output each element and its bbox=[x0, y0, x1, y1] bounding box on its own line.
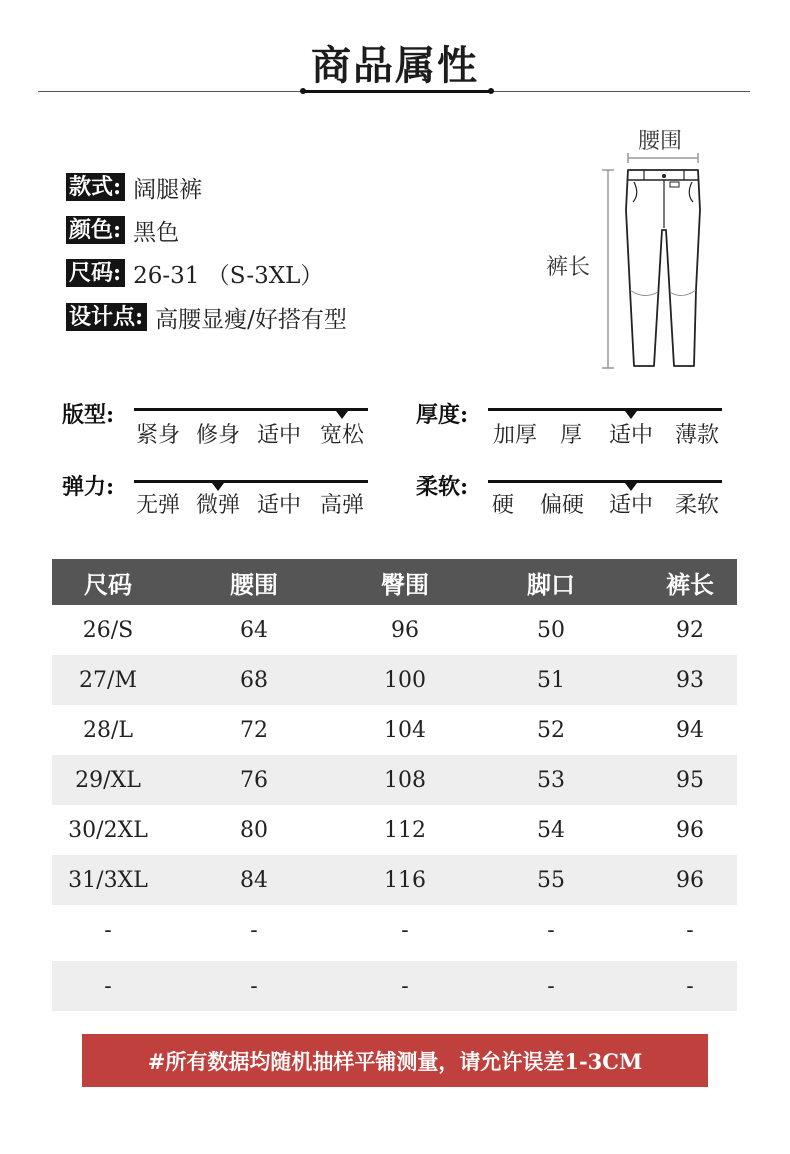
scale-thickness-name: 厚度: bbox=[416, 402, 469, 428]
table-cell: 84 bbox=[240, 867, 268, 893]
table-cell: 52 bbox=[537, 717, 565, 743]
table-cell: 96 bbox=[391, 617, 419, 643]
scale-softness-name: 柔软: bbox=[416, 474, 469, 500]
table-cell: 30/2XL bbox=[68, 817, 148, 843]
table-header-cell: 裤长 bbox=[666, 569, 714, 599]
table-cell: - bbox=[401, 917, 409, 943]
table-cell: - bbox=[250, 973, 258, 999]
scale-softness-option: 适中 bbox=[608, 493, 654, 518]
table-cell: 26/S bbox=[82, 617, 134, 643]
table-cell: - bbox=[686, 973, 694, 999]
table-cell: 53 bbox=[537, 767, 565, 793]
scale-elasticity-option: 适中 bbox=[256, 493, 302, 518]
scale-softness-option: 柔软 bbox=[674, 493, 720, 518]
attr-color-label: 颜色: bbox=[66, 216, 125, 244]
table-cell: 29/XL bbox=[75, 767, 141, 793]
table-cell: - bbox=[547, 917, 555, 943]
scale-thickness-option: 厚 bbox=[559, 423, 583, 448]
table-cell: - bbox=[104, 917, 112, 943]
title-underline-dot-right bbox=[488, 88, 494, 94]
table-cell: 100 bbox=[384, 667, 426, 693]
attr-design-value: 高腰显瘦/好搭有型 bbox=[155, 306, 347, 333]
table-cell: 72 bbox=[240, 717, 268, 743]
table-cell: - bbox=[250, 917, 258, 943]
scale-fit-name: 版型: bbox=[62, 402, 115, 428]
scale-elasticity-line bbox=[134, 480, 368, 483]
table-cell: 68 bbox=[240, 667, 268, 693]
table-cell: 116 bbox=[384, 867, 426, 893]
size-table bbox=[52, 559, 737, 1011]
table-cell: 50 bbox=[537, 617, 565, 643]
title-underline-dot-left bbox=[300, 88, 306, 94]
diagram-length-label: 裤长 bbox=[546, 255, 591, 280]
table-row bbox=[52, 805, 737, 855]
scale-fit-option: 修身 bbox=[195, 423, 241, 448]
table-header-cell: 腰围 bbox=[230, 569, 278, 599]
scale-fit-option: 紧身 bbox=[135, 423, 181, 448]
table-cell: 96 bbox=[676, 867, 704, 893]
table-cell: - bbox=[104, 973, 112, 999]
attr-color bbox=[66, 216, 179, 244]
table-cell: - bbox=[686, 917, 694, 943]
scale-thickness-option: 加厚 bbox=[492, 423, 538, 448]
table-cell: 76 bbox=[240, 767, 268, 793]
scale-elasticity-option: 微弹 bbox=[195, 493, 241, 518]
scale-elasticity-name: 弹力: bbox=[62, 474, 115, 500]
scale-elasticity-option: 无弹 bbox=[135, 493, 181, 518]
attr-size-label: 尺码: bbox=[66, 259, 125, 287]
table-cell: 51 bbox=[537, 667, 565, 693]
attr-size-value: 26-31 （S-3XL） bbox=[133, 262, 324, 289]
scale-thickness-line bbox=[488, 408, 722, 411]
table-cell: 108 bbox=[384, 767, 426, 793]
scale-fit-option: 宽松 bbox=[319, 423, 365, 448]
scale-fit-line bbox=[134, 408, 368, 411]
table-cell: 92 bbox=[676, 617, 704, 643]
table-cell: 27/M bbox=[79, 667, 137, 693]
table-cell: 104 bbox=[384, 717, 426, 743]
table-row bbox=[52, 655, 737, 705]
scale-thickness-option: 适中 bbox=[608, 423, 654, 448]
table-header-row bbox=[52, 559, 737, 605]
table-row bbox=[52, 855, 737, 905]
title-underline-accent bbox=[303, 90, 493, 93]
measurement-disclaimer: #所有数据均随机抽样平铺测量，请允许误差1-3CM bbox=[82, 1034, 708, 1087]
attr-style-value: 阔腿裤 bbox=[133, 176, 203, 203]
attr-style bbox=[66, 173, 202, 201]
table-row bbox=[52, 961, 737, 1011]
table-header-cell: 脚口 bbox=[527, 569, 575, 599]
table-header-cell: 尺码 bbox=[84, 569, 132, 599]
scale-softness-option: 偏硬 bbox=[539, 493, 585, 518]
scale-elasticity-option: 高弹 bbox=[319, 493, 365, 518]
pants-diagram-icon bbox=[600, 150, 710, 375]
diagram-waist-label: 腰围 bbox=[638, 129, 683, 154]
table-header-cell: 臀围 bbox=[381, 569, 429, 599]
table-cell: 94 bbox=[676, 717, 704, 743]
attr-color-value: 黑色 bbox=[133, 219, 180, 246]
table-row bbox=[52, 705, 737, 755]
table-cell: 93 bbox=[676, 667, 704, 693]
scale-softness-option: 硬 bbox=[491, 493, 515, 518]
table-row bbox=[52, 755, 737, 805]
table-cell: 96 bbox=[676, 817, 704, 843]
table-cell: 95 bbox=[676, 767, 704, 793]
scale-softness-line bbox=[488, 480, 722, 483]
table-cell: 54 bbox=[537, 817, 565, 843]
attr-design bbox=[66, 303, 347, 331]
table-cell: 28/L bbox=[82, 717, 134, 743]
attr-style-label: 款式: bbox=[66, 173, 125, 201]
table-cell: 112 bbox=[384, 817, 426, 843]
table-cell: 80 bbox=[240, 817, 268, 843]
table-cell: - bbox=[547, 973, 555, 999]
attr-size bbox=[66, 259, 323, 287]
table-row bbox=[52, 605, 737, 655]
table-cell: - bbox=[401, 973, 409, 999]
table-row bbox=[52, 905, 737, 955]
scale-thickness-option: 薄款 bbox=[674, 423, 720, 448]
table-cell: 31/3XL bbox=[68, 867, 148, 893]
table-cell: 64 bbox=[240, 617, 268, 643]
scale-fit-option: 适中 bbox=[256, 423, 302, 448]
page-title: 商品属性 bbox=[311, 42, 479, 89]
attr-design-label: 设计点: bbox=[66, 303, 147, 331]
table-cell: 55 bbox=[537, 867, 565, 893]
